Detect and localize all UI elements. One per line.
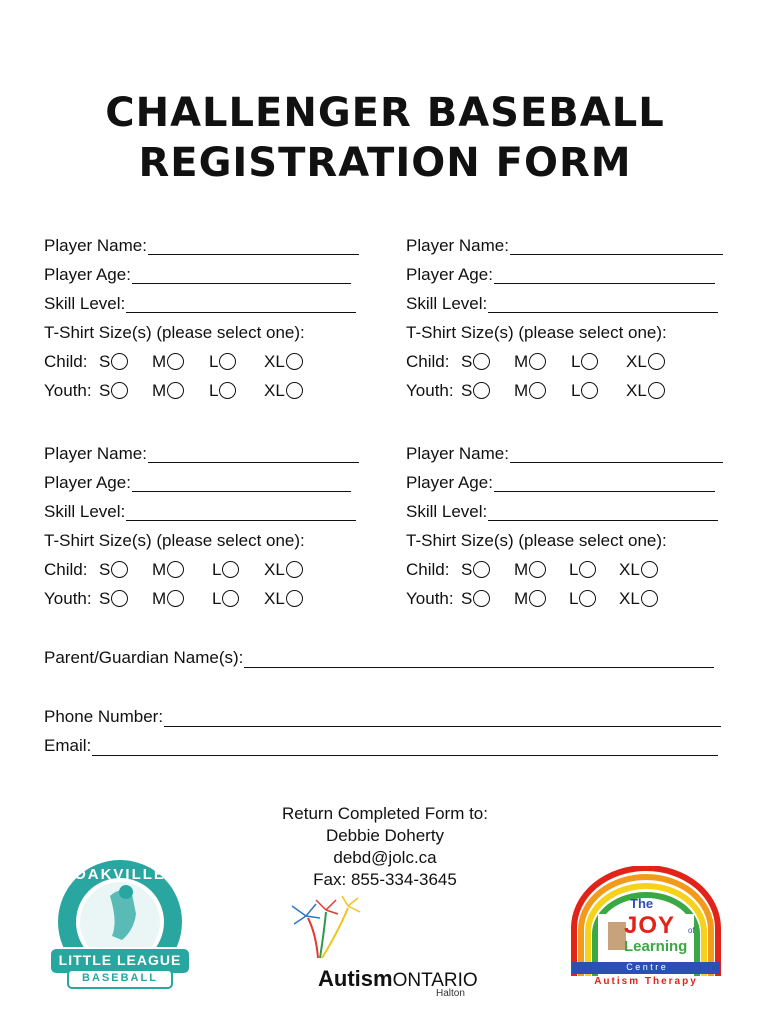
oakville-logo-top-text: OAKVILLE (74, 866, 166, 883)
tshirt-label: T-Shirt Size(s) (please select one): (406, 323, 667, 342)
joy-of-learning-logo (568, 866, 724, 992)
size-label: XL (264, 381, 285, 400)
skill-level-field[interactable] (488, 294, 718, 313)
player-age-label: Player Age: (44, 473, 131, 492)
child-l-radio[interactable] (222, 561, 239, 578)
tshirt-label: T-Shirt Size(s) (please select one): (406, 531, 667, 550)
player-block-3 (44, 439, 359, 613)
size-label: XL (264, 589, 285, 608)
size-label: S (461, 560, 473, 579)
youth-m-radio[interactable] (167, 382, 184, 399)
size-label: L (209, 352, 219, 371)
phone-field[interactable] (164, 708, 721, 727)
email-row (44, 736, 718, 756)
child-xl-radio[interactable] (286, 561, 303, 578)
joy-centre-text: C e n t r e (626, 962, 666, 972)
joy-learning-text: Learning (624, 938, 688, 955)
player-age-field[interactable] (494, 265, 715, 284)
child-m-radio[interactable] (167, 561, 184, 578)
youth-label: Youth: (406, 589, 454, 608)
size-label: L (569, 589, 579, 608)
youth-m-radio[interactable] (529, 382, 546, 399)
oakville-little-league-logo (40, 856, 200, 996)
youth-label: Youth: (406, 381, 454, 400)
skill-level-label: Skill Level: (406, 502, 488, 521)
tshirt-label: T-Shirt Size(s) (please select one): (44, 531, 305, 550)
child-label: Child: (406, 352, 450, 371)
player-block-4 (406, 439, 723, 613)
size-label: S (461, 589, 473, 608)
joy-the-text: The (630, 896, 654, 911)
size-label: M (514, 560, 529, 579)
player-name-label: Player Name: (406, 444, 509, 463)
size-label: S (461, 352, 473, 371)
form-title-line2: REGISTRATION FORM (138, 140, 632, 186)
skill-level-label: Skill Level: (44, 502, 126, 521)
return-fax: Fax: 855-334-3645 (313, 870, 457, 889)
player-name-field[interactable] (510, 444, 723, 463)
youth-label: Youth: (44, 589, 92, 608)
player-age-field[interactable] (132, 265, 351, 284)
phone-row (44, 707, 721, 727)
size-label: XL (619, 589, 640, 608)
child-s-radio[interactable] (473, 353, 490, 370)
email-field[interactable] (92, 737, 718, 756)
joy-tagline-text: Autism Therapy (594, 976, 698, 987)
autism-region: Halton (436, 988, 465, 999)
player-name-field[interactable] (148, 444, 359, 463)
autism-wordmark: Autism (318, 966, 393, 991)
joy-of-text: of (688, 926, 695, 935)
size-label: M (152, 560, 167, 579)
size-label: M (514, 381, 529, 400)
size-label: L (209, 381, 219, 400)
skill-level-label: Skill Level: (406, 294, 488, 313)
skill-level-field[interactable] (126, 502, 356, 521)
child-label: Child: (44, 352, 88, 371)
child-l-radio[interactable] (219, 353, 236, 370)
size-label: XL (619, 560, 640, 579)
size-label: M (514, 352, 529, 371)
youth-l-radio[interactable] (219, 382, 236, 399)
size-label: L (212, 589, 222, 608)
size-label: XL (626, 381, 647, 400)
skill-level-label: Skill Level: (44, 294, 126, 313)
child-xl-radio[interactable] (286, 353, 303, 370)
child-m-radio[interactable] (167, 353, 184, 370)
child-label: Child: (406, 560, 450, 579)
player-age-label: Player Age: (406, 265, 493, 284)
child-label: Child: (44, 560, 88, 579)
player-age-label: Player Age: (406, 473, 493, 492)
size-label: S (99, 381, 111, 400)
form-title-line1: CHALLENGER BASEBALL (105, 90, 665, 136)
size-label: L (212, 560, 222, 579)
tshirt-label: T-Shirt Size(s) (please select one): (44, 323, 305, 342)
size-label: L (571, 381, 581, 400)
size-label: M (152, 381, 167, 400)
size-label: S (99, 589, 111, 608)
player-block-2 (406, 231, 723, 405)
size-label: XL (264, 352, 285, 371)
youth-s-radio[interactable] (473, 382, 490, 399)
youth-xl-radio[interactable] (286, 382, 303, 399)
child-s-radio[interactable] (111, 353, 128, 370)
return-email[interactable]: debd@jolc.ca (333, 848, 437, 867)
player-name-field[interactable] (148, 236, 359, 255)
child-l-radio[interactable] (579, 561, 596, 578)
youth-xl-radio[interactable] (286, 590, 303, 607)
child-m-radio[interactable] (529, 561, 546, 578)
child-s-radio[interactable] (111, 561, 128, 578)
autism-ontario-logo (282, 896, 492, 1000)
phone-label: Phone Number: (44, 707, 164, 726)
youth-m-radio[interactable] (167, 590, 184, 607)
youth-s-radio[interactable] (111, 382, 128, 399)
player-name-field[interactable] (510, 236, 723, 255)
size-label: L (569, 560, 579, 579)
youth-l-radio[interactable] (581, 382, 598, 399)
child-xl-radio[interactable] (641, 561, 658, 578)
size-label: XL (626, 352, 647, 371)
youth-s-radio[interactable] (473, 590, 490, 607)
parent-guardian-field[interactable] (244, 649, 714, 668)
player-age-field[interactable] (494, 473, 715, 492)
child-s-radio[interactable] (473, 561, 490, 578)
parent-guardian-label: Parent/Guardian Name(s): (44, 648, 244, 667)
size-label: S (99, 352, 111, 371)
email-label: Email: (44, 736, 92, 755)
youth-s-radio[interactable] (111, 590, 128, 607)
player-age-field[interactable] (132, 473, 351, 492)
dandelion-graphic (286, 896, 376, 960)
child-l-radio[interactable] (581, 353, 598, 370)
size-label: L (571, 352, 581, 371)
player-block-1 (44, 231, 359, 405)
youth-m-radio[interactable] (529, 590, 546, 607)
size-label: S (461, 381, 473, 400)
player-age-label: Player Age: (44, 265, 131, 284)
youth-xl-radio[interactable] (641, 590, 658, 607)
size-label: M (152, 352, 167, 371)
child-m-radio[interactable] (529, 353, 546, 370)
youth-l-radio[interactable] (579, 590, 596, 607)
player-name-label: Player Name: (44, 444, 147, 463)
skill-level-field[interactable] (126, 294, 356, 313)
youth-xl-radio[interactable] (648, 382, 665, 399)
ontario-wordmark: ONTARIO (392, 970, 478, 991)
return-name: Debbie Doherty (325, 826, 445, 845)
youth-l-radio[interactable] (222, 590, 239, 607)
player-name-label: Player Name: (44, 236, 147, 255)
player-name-label: Player Name: (406, 236, 509, 255)
size-label: XL (264, 560, 285, 579)
joy-main-text: JOY (624, 912, 676, 939)
parent-guardian-row (44, 648, 714, 668)
size-label: S (99, 560, 111, 579)
youth-label: Youth: (44, 381, 92, 400)
child-xl-radio[interactable] (648, 353, 665, 370)
size-label: M (152, 589, 167, 608)
oakville-logo-bottom-text: BASEBALL (82, 972, 158, 984)
return-heading: Return Completed Form to: (282, 804, 488, 823)
size-label: M (514, 589, 529, 608)
oakville-logo-banner-text: LITTLE LEAGUE (58, 952, 182, 968)
skill-level-field[interactable] (488, 502, 718, 521)
